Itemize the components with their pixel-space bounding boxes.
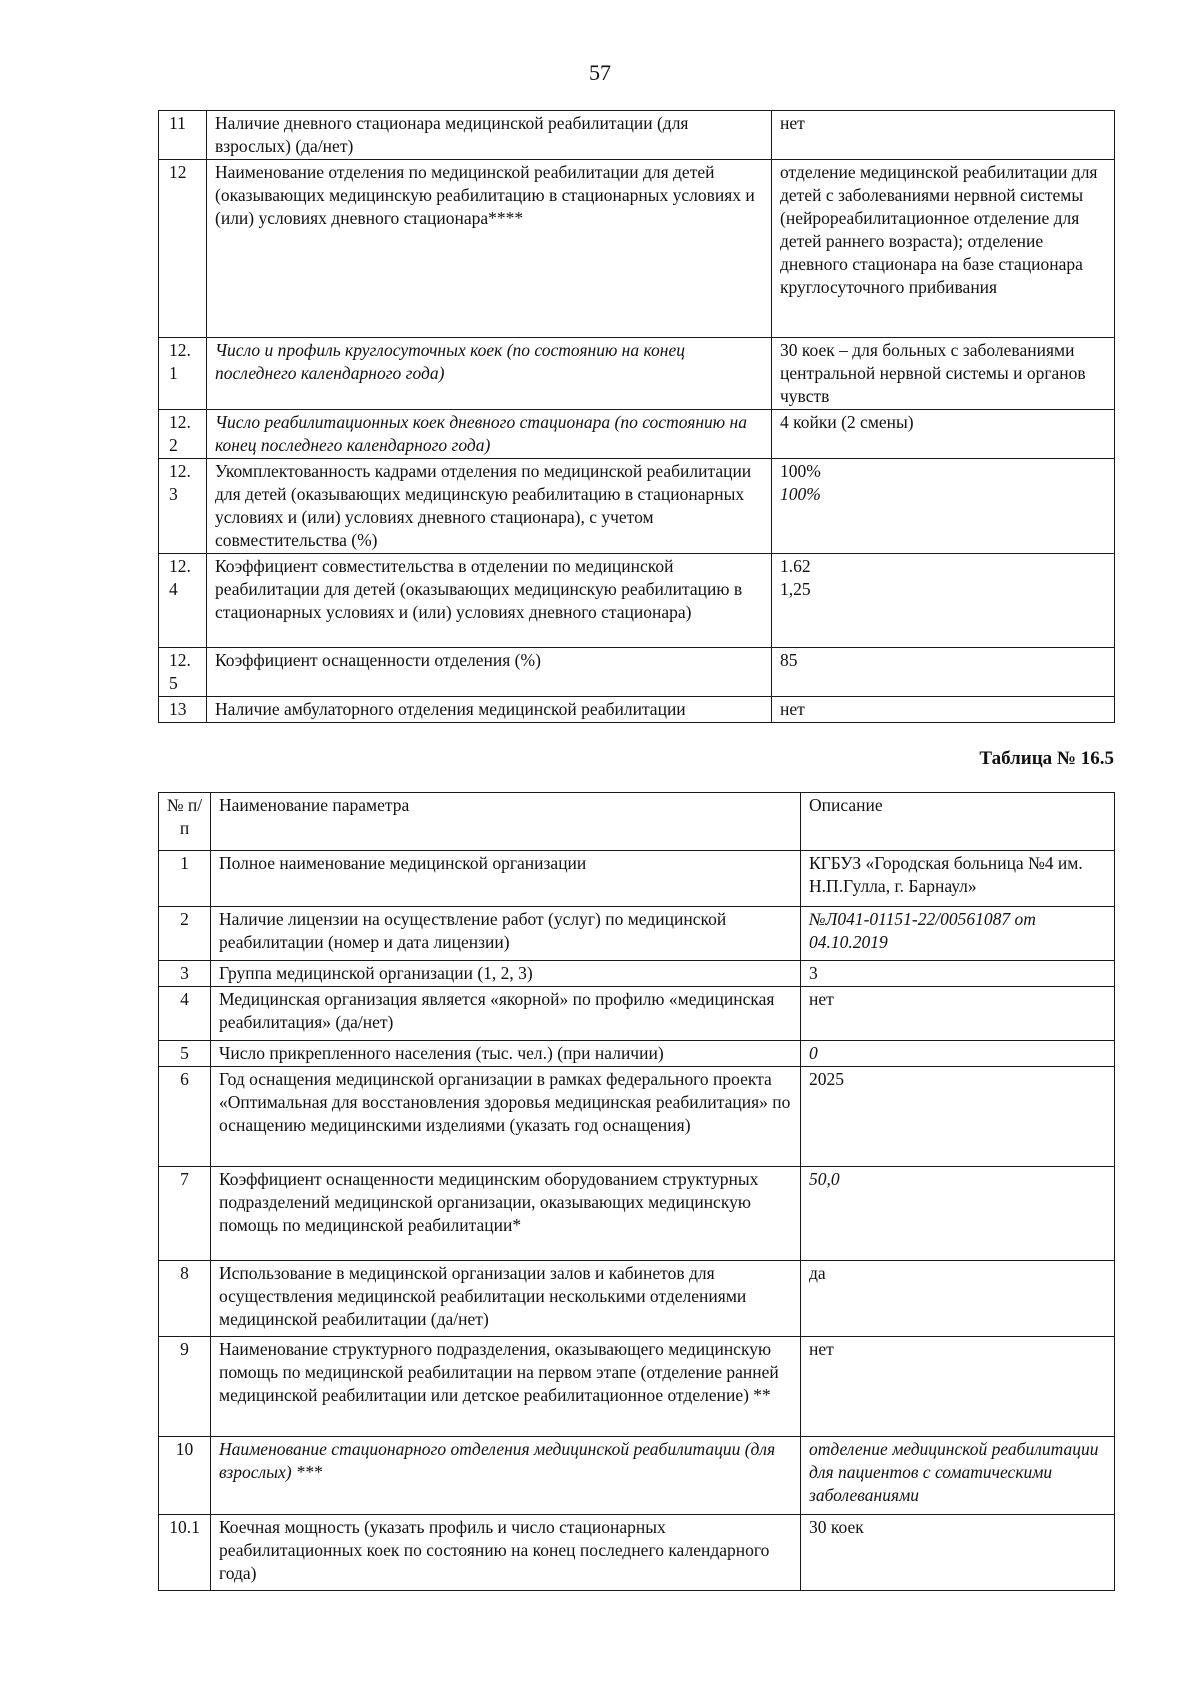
value-line: 100% (780, 484, 821, 504)
parameter-name: Коэффициент оснащенности медицинским оборудованием структурных подразделений медицинской организации, оказывающих медицинскую помощь по медицинской реабилитации* (211, 1167, 801, 1261)
row-number: 12.5 (159, 648, 207, 697)
parameter-value: 3 (801, 961, 1115, 987)
parameter-value: 4 койки (2 смены) (772, 410, 1115, 459)
page-number: 57 (589, 60, 611, 85)
table-row (159, 851, 1115, 907)
table-row (159, 410, 1115, 459)
row-number: 8 (159, 1261, 211, 1337)
row-number: 12.4 (159, 554, 207, 648)
row-number: 6 (159, 1067, 211, 1167)
value-line: 1.62 (780, 556, 811, 576)
parameter-name: Наличие дневного стационара медицинской реабилитации (для взрослых) (да/нет) (207, 111, 772, 160)
parameter-value: да (801, 1261, 1115, 1337)
parameter-value: отделение медицинской реабилитации для детей с заболеваниями нервной системы (нейрореабилитационное отделение для детей раннего возраста); отделение дневного стационара на базе стационара круглосуточного прибивания (772, 160, 1115, 338)
table-row (159, 1515, 1115, 1591)
table-row (159, 338, 1115, 410)
parameter-name: Полное наименование медицинской организации (211, 851, 801, 907)
parameter-name: Год оснащения медицинской организации в рамках федерального проекта «Оптимальная для восстановления здоровья медицинская реабилитация» по оснащению медицинскими изделиями (указать год оснащения) (211, 1067, 801, 1167)
parameter-value: отделение медицинской реабилитации для пациентов с соматическими заболеваниями (801, 1437, 1115, 1515)
parameter-value: 30 коек – для больных с заболеваниями центральной нервной системы и органов чувств (772, 338, 1115, 410)
parameter-name: Число и профиль круглосуточных коек (по состоянию на конец последнего календарного года) (207, 338, 772, 410)
row-number: 13 (159, 697, 207, 723)
table-row (159, 554, 1115, 648)
table-row (159, 697, 1115, 723)
parameter-value: нет (801, 987, 1115, 1041)
table-header-row (159, 793, 1115, 851)
parameter-value: нет (772, 111, 1115, 160)
parameter-name: Наименование стационарного отделения медицинской реабилитации (для взрослых) *** (211, 1437, 801, 1515)
table-row (159, 1437, 1115, 1515)
row-number: 2 (159, 907, 211, 961)
parameter-name: Коэффициент совместительства в отделении по медицинской реабилитации для детей (оказывающих медицинскую реабилитацию в стационарных условиях и (или) условиях дневного стационара) (207, 554, 772, 648)
rehab-table-continued (158, 110, 1115, 723)
parameter-value: 85 (772, 648, 1115, 697)
row-number: 12.1 (159, 338, 207, 410)
table-row (159, 160, 1115, 338)
parameter-value: нет (801, 1337, 1115, 1437)
parameter-name: Наименование отделения по медицинской реабилитации для детей (оказывающих медицинскую реабилитацию в стационарных условиях и (или) условиях дневного стационара**** (207, 160, 772, 338)
table-row (159, 1337, 1115, 1437)
parameter-name: Медицинская организация является «якорной» по профилю «медицинская реабилитация» (да/нет) (211, 987, 801, 1041)
header-param: Наименование параметра (211, 793, 801, 851)
value-line: 100% (780, 461, 821, 481)
row-number: 12.3 (159, 459, 207, 554)
row-number: 11 (159, 111, 207, 160)
parameter-name: Наличие лицензии на осуществление работ (услуг) по медицинской реабилитации (номер и дата лицензии) (211, 907, 801, 961)
row-number: 10.1 (159, 1515, 211, 1591)
header-num: № п/п (159, 793, 211, 851)
parameter-value: КГБУЗ «Городская больница №4 им. Н.П.Гулла, г. Барнаул» (801, 851, 1115, 907)
parameter-name: Наличие амбулаторного отделения медицинской реабилитации (207, 697, 772, 723)
table-row (159, 648, 1115, 697)
table-row (159, 1041, 1115, 1067)
parameter-name: Укомплектованность кадрами отделения по медицинской реабилитации для детей (оказывающих медицинскую реабилитацию в стационарных условиях и (или) условиях дневного стационара), с учетом совместительства (%) (207, 459, 772, 554)
table-row (159, 111, 1115, 160)
parameter-name: Число прикрепленного населения (тыс. чел.) (при наличии) (211, 1041, 801, 1067)
parameter-value (772, 554, 1115, 648)
table-row (159, 1261, 1115, 1337)
rehab-organization-table (158, 792, 1115, 1591)
table-row (159, 459, 1115, 554)
parameter-name: Число реабилитационных коек дневного стационара (по состоянию на конец последнего календарного года) (207, 410, 772, 459)
table-row (159, 987, 1115, 1041)
parameter-value: 30 коек (801, 1515, 1115, 1591)
parameter-name: Коечная мощность (указать профиль и число стационарных реабилитационных коек по состоянию на конец последнего календарного года) (211, 1515, 801, 1591)
table-row (159, 907, 1115, 961)
row-number: 12 (159, 160, 207, 338)
row-number: 10 (159, 1437, 211, 1515)
header-value: Описание (801, 793, 1115, 851)
parameter-name: Использование в медицинской организации залов и кабинетов для осуществления медицинской реабилитации несколькими отделениями медицинской реабилитации (да/нет) (211, 1261, 801, 1337)
parameter-name: Наименование структурного подразделения, оказывающего медицинскую помощь по медицинской реабилитации на первом этапе (отделение ранней медицинской реабилитации или детское реабилитационное отделение) ** (211, 1337, 801, 1437)
table-row (159, 961, 1115, 987)
parameter-name: Коэффициент оснащенности отделения (%) (207, 648, 772, 697)
table-row (159, 1067, 1115, 1167)
table-row (159, 1167, 1115, 1261)
row-number: 3 (159, 961, 211, 987)
value-line: 1,25 (780, 579, 811, 599)
row-number: 5 (159, 1041, 211, 1067)
row-number: 1 (159, 851, 211, 907)
parameter-value: 50,0 (801, 1167, 1115, 1261)
parameter-name: Группа медицинской организации (1, 2, 3) (211, 961, 801, 987)
row-number: 4 (159, 987, 211, 1041)
parameter-value: 0 (801, 1041, 1115, 1067)
parameter-value (772, 459, 1115, 554)
parameter-value: 2025 (801, 1067, 1115, 1167)
row-number: 9 (159, 1337, 211, 1437)
row-number: 7 (159, 1167, 211, 1261)
row-number: 12.2 (159, 410, 207, 459)
parameter-value: нет (772, 697, 1115, 723)
parameter-value: №Л041-01151-22/00561087 от 04.10.2019 (801, 907, 1115, 961)
table-caption: Таблица № 16.5 (979, 748, 1114, 769)
